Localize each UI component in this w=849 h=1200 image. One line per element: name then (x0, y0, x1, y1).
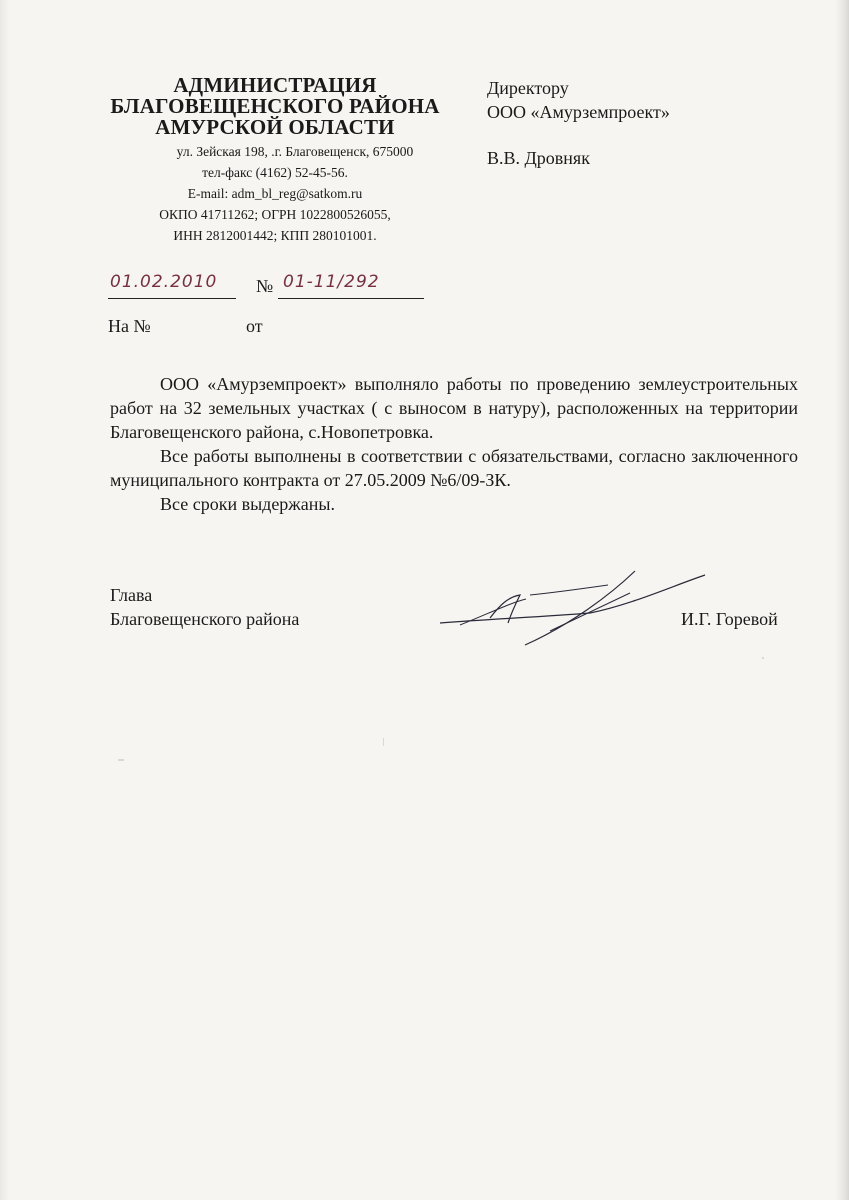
addressee-block (487, 76, 670, 170)
org-title-line-1: АДМИНИСТРАЦИЯ (173, 73, 377, 97)
sender-letterhead (110, 75, 440, 246)
org-codes-2: ИНН 2812001442; КПП 280101001. (173, 228, 377, 243)
signatory-position-line-2: Благовещенского района (110, 609, 300, 629)
scan-speck (118, 759, 124, 761)
addressee-company: ООО «Амурземпроект» (487, 102, 670, 122)
org-codes-1: ОКПО 41711262; ОГРН 1022800526055, (159, 207, 391, 222)
body-paragraph-3: Все сроки выдержаны. (160, 494, 335, 514)
org-phone: тел-факс (4162) 52-45-56. (202, 165, 348, 180)
org-address: ул. Зейская 198, .г. Благовещенск, 675000 (176, 144, 414, 159)
outgoing-number: 01-11/292 (283, 272, 380, 292)
reply-reference (108, 316, 263, 337)
signer-name: И.Г. Горевой (681, 609, 778, 629)
addressee-name: В.В. Дровняк (487, 148, 590, 168)
handwritten-signature (430, 555, 720, 655)
outgoing-date: 01.02.2010 (110, 272, 218, 292)
addressee-position: Директору (487, 78, 569, 98)
body-paragraph-1: ООО «Амурземпроект» выполняло работы по проведению землеустроительных работ на 32 земельных участках ( с выносом в натуру), расположенных на территории Благовещенского района, с.Новопетровка. (110, 374, 798, 442)
outgoing-number-field (278, 272, 424, 299)
reply-number-label: На № (108, 316, 151, 336)
org-title-line-2: БЛАГОВЕЩЕНСКОГО РАЙОНА (110, 94, 440, 118)
org-email: E-mail: adm_bl_reg@satkom.ru (187, 186, 363, 201)
scan-shadow-left (0, 0, 10, 1200)
scan-speck (383, 738, 384, 746)
body-paragraph-2: Все работы выполнены в соответствии с обязательствами, согласно заключенного муниципального контракта от 27.05.2009 №6/09-ЗК. (110, 446, 798, 490)
scan-shadow-right (835, 0, 849, 1200)
scan-speck (762, 657, 764, 659)
letter-body (110, 372, 798, 516)
org-title-line-3: АМУРСКОЙ ОБЛАСТИ (155, 115, 395, 139)
signatory-position (110, 583, 299, 631)
signatory-position-line-1: Глава (110, 585, 153, 605)
outgoing-number-label: № (256, 276, 274, 296)
outgoing-date-field (108, 272, 236, 299)
reply-from-label: от (246, 316, 263, 336)
